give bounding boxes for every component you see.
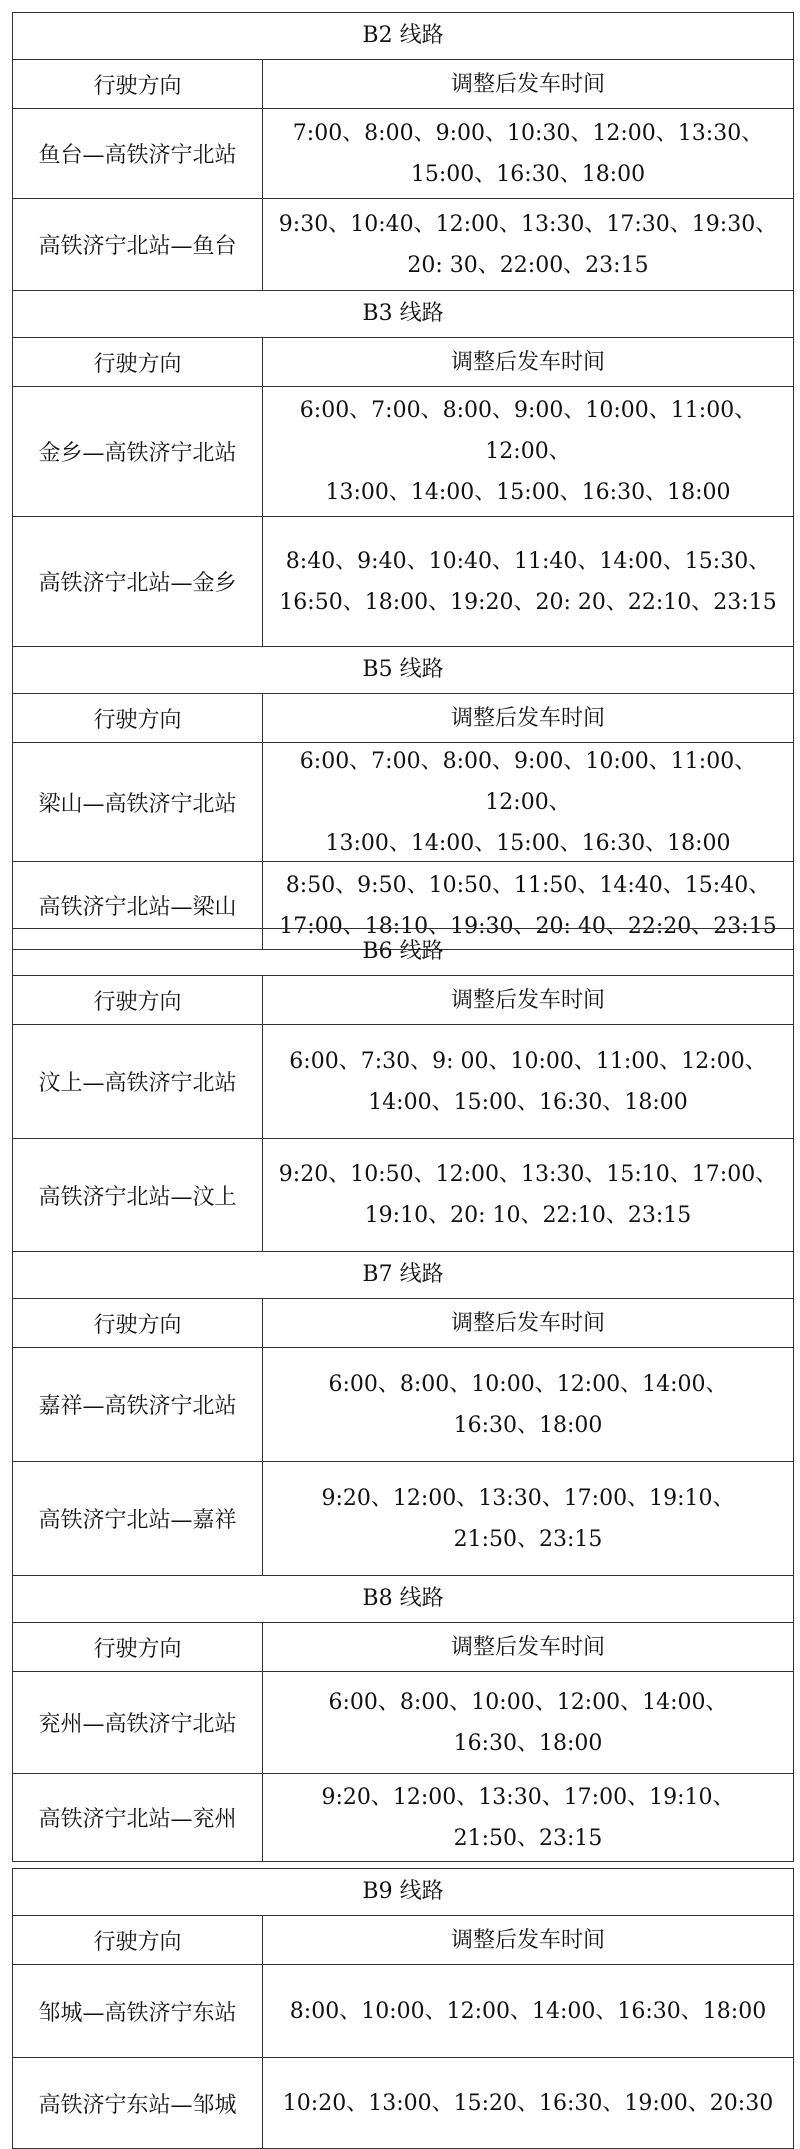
header-time: 调整后发车时间 [450,1927,605,1953]
times-line: 13:00、14:00、15:00、16:30、18:00 [325,830,731,856]
table-row [13,2058,793,2148]
route-b6 [13,929,793,1252]
times-cell [263,1139,793,1251]
header-direction: 行驶方向 [13,338,263,386]
header-time: 调整后发车时间 [450,705,605,731]
table-row [13,387,793,517]
times-line: 19:10、20: 10、22:10、23:15 [364,1203,692,1228]
header-time: 调整后发车时间 [450,1634,605,1660]
times-line: 6:00、8:00、10:00、12:00、14:00、 [328,1371,728,1397]
times-line: 15:00、16:30、18:00 [410,161,646,187]
direction-cell: 高铁济宁北站—汶上 [13,1139,263,1251]
header-time: 调整后发车时间 [450,71,605,97]
table-header [13,976,793,1025]
route-title: B7 线路 [13,1252,793,1299]
table-row [13,1965,793,2058]
times-line: 21:50、23:15 [453,1526,603,1552]
route-b5 [13,647,793,949]
times-line: 6:00、7:00、8:00、9:00、10:00、11:00、12:00、 [299,398,757,464]
times-line: 6:00、7:00、8:00、9:00、10:00、11:00、12:00、 [299,748,757,815]
direction-cell: 兖州—高铁济宁北站 [13,1672,263,1773]
times-line: 9:30、10:40、12:00、13:30、17:30、19:30、 [278,211,778,237]
table-row [13,1025,793,1139]
direction-cell: 鱼台—高铁济宁北站 [13,109,263,198]
table-header [13,1623,793,1672]
table-row [13,1462,793,1575]
table-header [13,60,793,109]
times-line: 9:20、10:50、12:00、13:30、15:10、17:00、 [278,1162,778,1187]
times-line: 14:00、15:00、16:30、18:00 [368,1089,688,1115]
times-line: 16:30、18:00 [453,1412,603,1438]
table-row [13,743,793,862]
direction-cell: 高铁济宁北站—嘉祥 [13,1462,263,1575]
table-row [13,109,793,199]
header-time: 调整后发车时间 [450,987,605,1013]
direction-cell: 金乡—高铁济宁北站 [13,387,263,516]
times-line: 7:00、8:00、9:00、10:30、12:00、13:30、 [292,120,764,146]
header-direction: 行驶方向 [13,60,263,108]
times-cell [263,1965,793,2057]
schedule-panel-3 [12,1868,794,2149]
times-line: 13:00、14:00、15:00、16:30、18:00 [325,480,731,505]
times-cell [263,1672,793,1773]
direction-cell: 高铁济宁北站—鱼台 [13,199,263,290]
table-row [13,199,793,290]
route-title: B8 线路 [13,1576,793,1623]
times-line: 9:20、12:00、13:30、17:00、19:10、 [321,1485,735,1511]
times-line: 10:20、13:00、15:20、16:30、19:00、20:30 [282,2090,774,2116]
times-cell [263,1462,793,1575]
route-title: B6 线路 [13,929,793,976]
header-direction: 行驶方向 [13,976,263,1024]
header-direction: 行驶方向 [13,1623,263,1671]
schedule-panel-1 [12,12,794,950]
table-row [13,1348,793,1462]
route-b7 [13,1252,793,1576]
times-line: 8:40、9:40、10:40、11:40、14:00、15:30、 [285,548,771,574]
times-cell [263,1348,793,1461]
table-header [13,694,793,743]
table-row [13,1672,793,1774]
direction-cell: 高铁济宁北站—金乡 [13,517,263,646]
times-line: 6:00、7:30、9: 00、10:00、11:00、12:00、 [289,1048,767,1074]
times-cell [263,1774,793,1861]
direction-cell: 高铁济宁北站—兖州 [13,1774,263,1861]
route-title: B2 线路 [13,13,793,60]
times-line: 8:50、9:50、10:50、11:50、14:40、15:40、 [285,872,771,898]
direction-cell: 梁山—高铁济宁北站 [13,743,263,861]
times-cell [263,387,793,516]
header-direction: 行驶方向 [13,694,263,742]
times-cell [263,109,793,198]
table-row [13,1774,793,1861]
direction-cell: 邹城—高铁济宁东站 [13,1965,263,2057]
route-title: B9 线路 [13,1869,793,1916]
times-line: 16:50、18:00、19:20、20: 20、22:10、23:15 [279,589,777,615]
header-time: 调整后发车时间 [450,1310,605,1336]
route-title: B5 线路 [13,647,793,694]
header-time: 调整后发车时间 [450,349,605,375]
route-b8 [13,1576,793,1861]
times-line: 8:00、10:00、12:00、14:00、16:30、18:00 [289,1998,767,2024]
times-cell [263,1025,793,1138]
times-line: 6:00、8:00、10:00、12:00、14:00、 [328,1689,728,1715]
times-cell [263,199,793,290]
times-cell [263,517,793,646]
schedule-panel-2 [12,928,794,1862]
direction-cell: 高铁济宁北站—梁山 [13,862,263,949]
times-line: 20: 30、22:00、23:15 [407,252,649,278]
route-b9 [13,1869,793,2148]
table-header [13,338,793,387]
table-header [13,1299,793,1348]
times-line: 9:20、12:00、13:30、17:00、19:10、 [321,1784,735,1810]
direction-cell: 汶上—高铁济宁北站 [13,1025,263,1138]
table-row [13,517,793,646]
times-cell [263,743,793,861]
direction-cell: 高铁济宁东站—邹城 [13,2058,263,2148]
route-title: B3 线路 [13,291,793,338]
header-direction: 行驶方向 [13,1299,263,1347]
header-direction: 行驶方向 [13,1916,263,1964]
route-b2 [13,13,793,291]
table-header [13,1916,793,1965]
route-b3 [13,291,793,647]
table-row [13,1139,793,1251]
times-line: 17:00、18:10、19:30、20: 40、22:20、23:15 [279,913,777,939]
times-cell [263,2058,793,2148]
times-line: 21:50、23:15 [453,1825,603,1851]
direction-cell: 嘉祥—高铁济宁北站 [13,1348,263,1461]
times-line: 16:30、18:00 [453,1730,603,1756]
